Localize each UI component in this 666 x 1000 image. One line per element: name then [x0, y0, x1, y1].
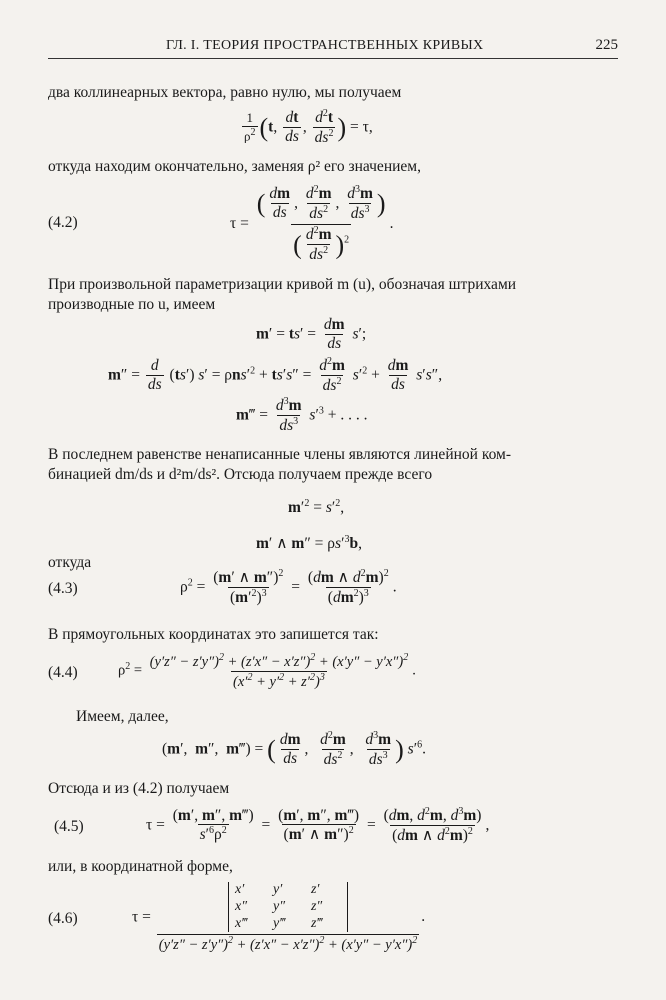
equation-4-2: τ = ( $\frac{dm}{ds}$ , $\frac{d^2m}{ds^2}$ , $\frac{d^3m}{ds^3}$ ) ( $\frac{d^2m}{ds^2}$ )$^2$ .	[230, 184, 394, 263]
running-title: ГЛ. I. ТЕОРИЯ ПРОСТРАНСТВЕННЫХ КРИВЫХ	[166, 38, 484, 53]
det-cell: x′	[234, 882, 245, 897]
equation-4-4: $\rho^2$ = $\frac{(y'z'' - z'y'')^2 + (z'x'' - x'z'')^2 + (x'y'' - y'x'')^2}{(x'^2 + y'^2 + z'^2)^3}$ .	[118, 652, 416, 690]
paragraph-3b: производные по u, имеем	[48, 296, 216, 313]
paragraph-7: Имеем, далее,	[76, 708, 169, 725]
equation-number-4-6: (4.6)	[48, 910, 78, 927]
paragraph-5: откуда	[48, 554, 92, 571]
det-cell: z‴	[310, 916, 323, 932]
det-cell: y‴	[272, 916, 286, 932]
det-cell: x‴	[234, 916, 248, 932]
equation-torsion-t: $\frac{1}{\rho^2}$ (t, $\frac{dt}{ds}$ , $\frac{d^2t}{ds^2}$ ) = τ,	[244, 108, 373, 147]
equation-m-prime-squared: $m'^2 = s'^2$,	[288, 498, 345, 517]
paragraph-9: или, в координатной форме,	[48, 858, 233, 875]
equation-number-4-4: (4.4)	[48, 664, 78, 681]
paragraph-8: Отсюда и из (4.2) получаем	[48, 780, 230, 797]
det-cell: y′	[272, 882, 283, 897]
paragraph-4b: бинацией dm/ds и d²m/ds². Отсюда получаем прежде всего	[48, 466, 433, 483]
det-cell: x″	[234, 899, 248, 915]
equation-4-3: $\rho^2$ = $\frac{(m' \wedge m'')^2}{(m'^2)^3}$ = $\frac{(dm \wedge d^2m)^2}{(dm^2)^3}$ .	[180, 568, 397, 607]
running-head	[48, 38, 618, 59]
paragraph-2: откуда находим окончательно, заменяя ρ² его значением,	[48, 158, 421, 175]
paragraph-1: два коллинеарных вектора, равно нулю, мы получаем	[48, 84, 402, 101]
equation-wedge: m′ ∧ $m'' = \rho s'^3b$,	[256, 534, 362, 553]
paragraph-3a: При произвольной параметризации кривой m (u), обозначая штрихами	[48, 276, 517, 293]
equation-4-6: τ = x′ y′ z′ x″ y″ z″ x‴ y‴ z‴ $(y'z'' - z'y'')^2 + (z'x'' - x'z'')^2 + (x'y'' - y'x'')^2$ .	[132, 882, 426, 954]
paragraph-6: В прямоугольных координатах это запишется так:	[48, 626, 379, 643]
determinant	[228, 882, 348, 932]
equation-number-4-3: (4.3)	[48, 580, 78, 597]
page-number: 225	[595, 37, 618, 53]
equation-number-4-2: (4.2)	[48, 214, 78, 231]
paragraph-4a: В последнем равенстве ненаписанные члены являются линейной ком-	[48, 446, 511, 463]
equation-m-triple-prime: m‴ = $\frac{d^3m}{ds^3}$ $s'^3$ + . . . .	[236, 396, 368, 435]
det-cell: z′	[310, 882, 320, 897]
equation-number-4-5: (4.5)	[54, 818, 84, 835]
det-cell: z″	[310, 899, 323, 915]
equation-m-double-prime: m″ = $\frac{d}{ds}$ (ts′) $s' = \rho ns'^2 + ts's''$ = $\frac{d^2m}{ds^2}$ $s'^2$ + $\frac{dm}{ds}$ s′s″,	[108, 356, 443, 395]
equation-4-5: τ = $\frac{(m', m'', m‴)}{s'^6\rho^2}$ = $\frac{(m', m'', m‴)}{(m' \wedge m'')^2}$ = $\frac{(dm, d^2m, d^3m)}{(dm \wedge d^2m)^2}$ ,	[146, 806, 490, 845]
det-cell: y″	[272, 899, 286, 915]
equation-mixed-product: (m′, m″, m‴) = ( $\frac{dm}{ds}$ , $\frac{d^2m}{ds^2}$ , $\frac{d^3m}{ds^3}$ ) $s'^6$.	[162, 730, 426, 769]
equation-m-prime: m′ = ts′ = $\frac{dm}{ds}$ s′;	[256, 316, 367, 352]
